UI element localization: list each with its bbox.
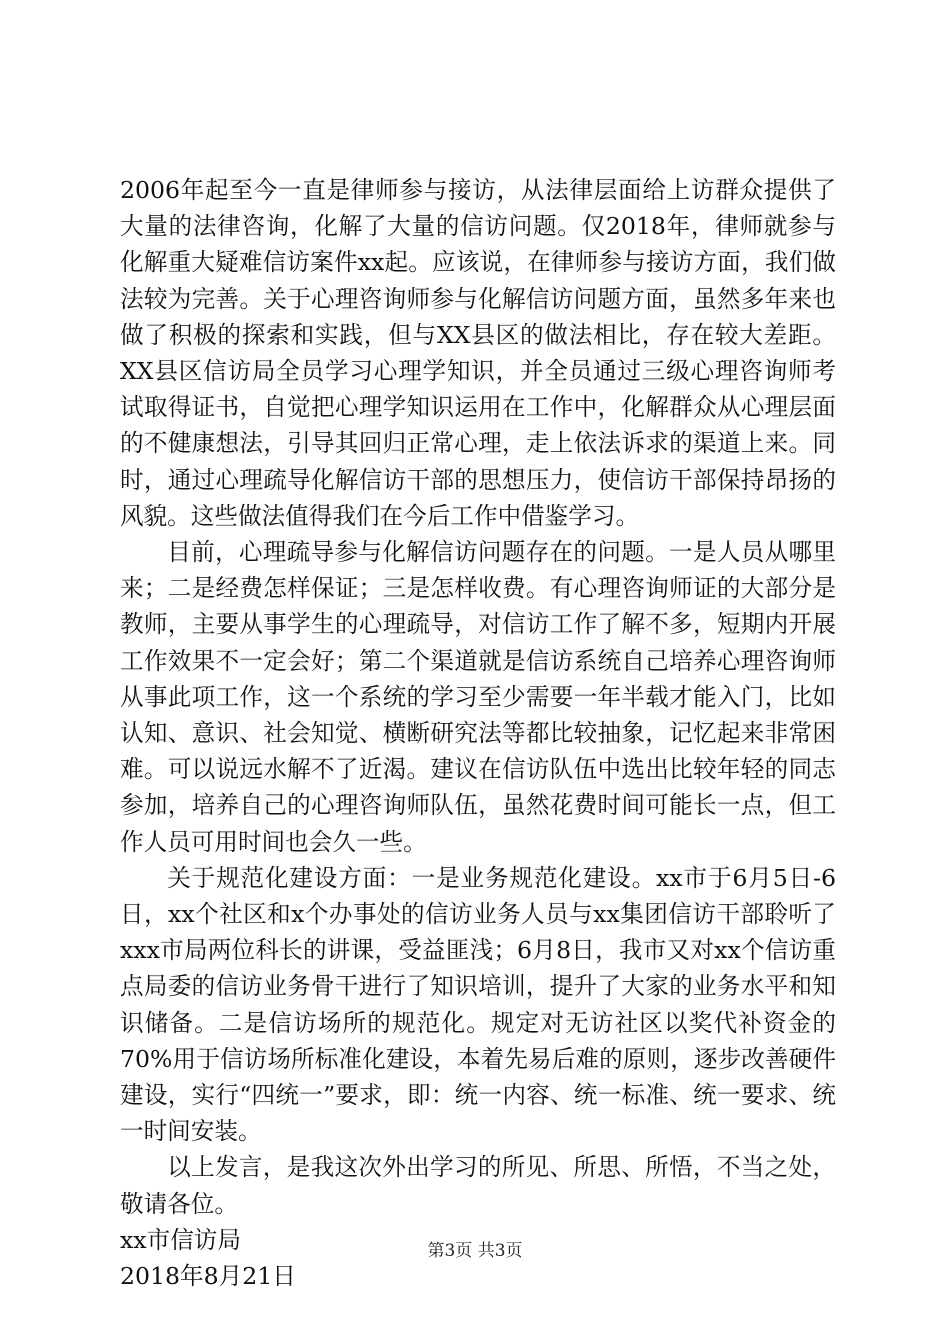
paragraph-4: 以上发言，是我这次外出学习的所见、所思、所悟，不当之处，敬请各位。 bbox=[120, 1153, 836, 1218]
page-number: 第3页 共3页 bbox=[427, 1241, 523, 1261]
document-body bbox=[120, 172, 836, 1294]
signature-date: 2018年8月21日 bbox=[120, 1262, 296, 1291]
paragraph-3: 关于规范化建设方面：一是业务规范化建设。xx市于6月5日-6日，xx个社区和x个办事处的信访业务人员与xx集团信访干部聆听了xxx市局两位科长的讲课，受益匪浅；6月8日，我市又对xx个信访重点局委的信访业务骨干进行了知识培训，提升了大家的业务水平和知识储备。二是信访场所的规范化。规定对无访社区以奖代补资金的70%用于信访场所标准化建设，本着先易后难的原则，逐步改善硬件建设，实行“四统一”要求，即：统一内容、统一标准、统一要求、统一时间安装。 bbox=[120, 863, 836, 1146]
signature-org: xx市信访局 bbox=[120, 1225, 241, 1254]
paragraph-1: 2006年起至今一直是律师参与接访，从法律层面给上访群众提供了大量的法律咨询，化解了大量的信访问题。仅2018年，律师就参与化解重大疑难信访案件xx起。应该说，在律师参与接访方面，我们做法较为完善。关于心理咨询师参与化解信访问题方面，虽然多年来也做了积极的探索和实践，但与XX县区的做法相比，存在较大差距。XX县区信访局全员学习心理学知识，并全员通过三级心理咨询师考试取得证书，自觉把心理学知识运用在工作中，化解群众从心理层面的不健康想法，引导其回归正常心理，走上依法诉求的渠道上来。同时，通过心理疏导化解信访干部的思想压力，使信访干部保持昂扬的风貌。这些做法值得我们在今后工作中借鉴学习。 bbox=[120, 176, 836, 530]
paragraph-2: 目前，心理疏导参与化解信访问题存在的问题。一是人员从哪里来；二是经费怎样保证；三是怎样收费。有心理咨询师证的大部分是教师，主要从事学生的心理疏导，对信访工作了解不多，短期内开展工作效果不一定会好；第二个渠道就是信访系统自己培养心理咨询师从事此项工作，这一个系统的学习至少需要一年半载才能入门，比如认知、意识、社会知觉、横断研究法等都比较抽象，记忆起来非常困难。可以说远水解不了近渴。建议在信访队伍中选出比较年轻的同志参加，培养自己的心理咨询师队伍，虽然花费时间可能长一点，但工作人员可用时间也会久一些。 bbox=[120, 538, 836, 856]
